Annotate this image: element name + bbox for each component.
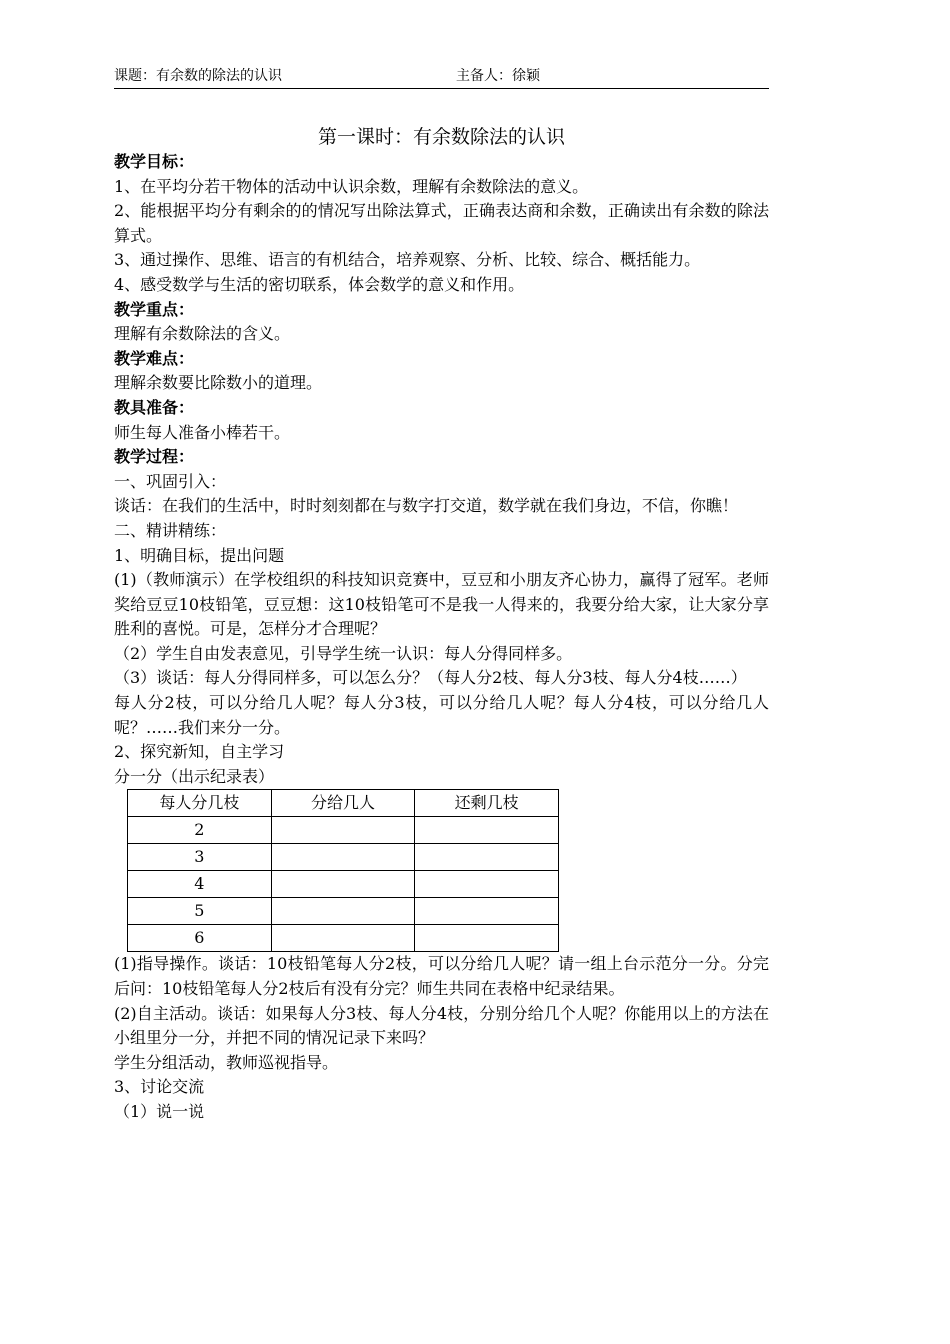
table-cell — [415, 871, 559, 898]
process-paragraph: 学生分组活动，教师巡视指导。 — [114, 1052, 339, 1072]
process-paragraph: 3、讨论交流 — [114, 1077, 205, 1097]
process-paragraph: 一、巩固引入： — [114, 471, 227, 491]
goal-item: 1、在平均分若干物体的活动中认识余数，理解有余数除法的意义。 — [114, 176, 589, 196]
table-cell — [271, 817, 415, 844]
header-topic: 课题：有余数的除法的认识 — [114, 68, 282, 84]
document-body — [114, 150, 769, 1125]
table-cell: 2 — [128, 817, 272, 844]
process-paragraph: （1）说一说 — [114, 1102, 205, 1121]
process-paragraph: (2)自主活动。谈话：如果每人分3枝、每人分4枝，分别分给几个人呢？你能用以上的方法在小组里分一分，并把不同的情况记录下来吗？ — [114, 1003, 769, 1048]
table-row — [128, 898, 559, 925]
difficulty-text: 理解余数要比除数小的道理。 — [114, 373, 323, 393]
tools-text: 师生每人准备小棒若干。 — [114, 422, 291, 442]
process-paragraph: 谈话：在我们的生活中，时时刻刻都在与数字打交道，数学就在我们身边，不信，你瞧！ — [114, 496, 739, 516]
table-cell — [271, 898, 415, 925]
record-table — [127, 789, 559, 952]
goal-item: 3、通过操作、思维、语言的有机结合，培养观察、分析、比较、综合、概括能力。 — [114, 250, 701, 270]
table-cell — [271, 925, 415, 952]
table-cell: 3 — [128, 844, 272, 871]
table-row — [128, 817, 559, 844]
process-paragraph: 1、明确目标，提出问题 — [114, 545, 285, 565]
key-text: 理解有余数除法的含义。 — [114, 324, 291, 344]
document-title: 第一课时：有余数除法的认识 — [317, 126, 565, 148]
process-paragraph: （2）学生自由发表意见，引导学生统一认识：每人分得同样多。 — [114, 643, 573, 663]
table-header-cell: 分给几人 — [271, 790, 415, 817]
process-paragraph: （3）谈话：每人分得同样多，可以怎么分？（每人分2枝、每人分3枝、每人分4枝……） — [114, 668, 747, 688]
process-paragraph: (1)（教师演示）在学校组织的科技知识竞赛中，豆豆和小朋友齐心协力，赢得了冠军。老师奖给豆豆10枝铅笔，豆豆想：这10枝铅笔可不是我一人得来的，我要分给大家，让大家分享胜利的喜悦。可是，怎样分才合理呢？ — [114, 570, 769, 639]
table-header-cell: 每人分几枝 — [128, 790, 272, 817]
process-paragraph: 分一分（出示纪录表） — [114, 766, 275, 786]
table-row — [128, 871, 559, 898]
goal-item: 4、感受数学与生活的密切联系，体会数学的意义和作用。 — [114, 274, 525, 294]
table-cell — [271, 844, 415, 871]
table-row — [128, 844, 559, 871]
table-cell: 4 — [128, 871, 272, 898]
process-paragraph: 二、精讲精练： — [114, 520, 227, 540]
table-cell — [415, 817, 559, 844]
process-paragraph: (1)指导操作。谈话：10枝铅笔每人分2枝，可以分给几人呢？请一组上台示范分一分。分完后问：10枝铅笔每人分2枝后有没有分完？师生共同在表格中纪录结果。 — [114, 954, 769, 999]
tools-heading: 教具准备： — [114, 397, 195, 417]
table-cell: 6 — [128, 925, 272, 952]
table-cell: 5 — [128, 898, 272, 925]
header-preparer: 主备人：徐颖 — [456, 68, 540, 84]
page-header — [114, 66, 769, 89]
process-heading: 教学过程： — [114, 447, 195, 467]
process-paragraph: 2、探究新知，自主学习 — [114, 742, 285, 762]
table-header-row — [128, 790, 559, 817]
difficulty-heading: 教学难点： — [114, 348, 195, 368]
table-cell — [415, 844, 559, 871]
key-heading: 教学重点： — [114, 299, 195, 319]
goal-item: 2、能根据平均分有剩余的的情况写出除法算式，正确表达商和余数，正确读出有余数的除法算式。 — [114, 201, 769, 245]
table-cell — [415, 898, 559, 925]
table-cell — [271, 871, 415, 898]
table-cell — [415, 925, 559, 952]
process-paragraph: 每人分2枝，可以分给几人呢？每人分3枝，可以分给几人呢？每人分4枝，可以分给几人呢？……我们来分一分。 — [114, 693, 769, 737]
table-header-cell: 还剩几枝 — [415, 790, 559, 817]
goals-heading: 教学目标： — [114, 152, 195, 171]
table-row — [128, 925, 559, 952]
